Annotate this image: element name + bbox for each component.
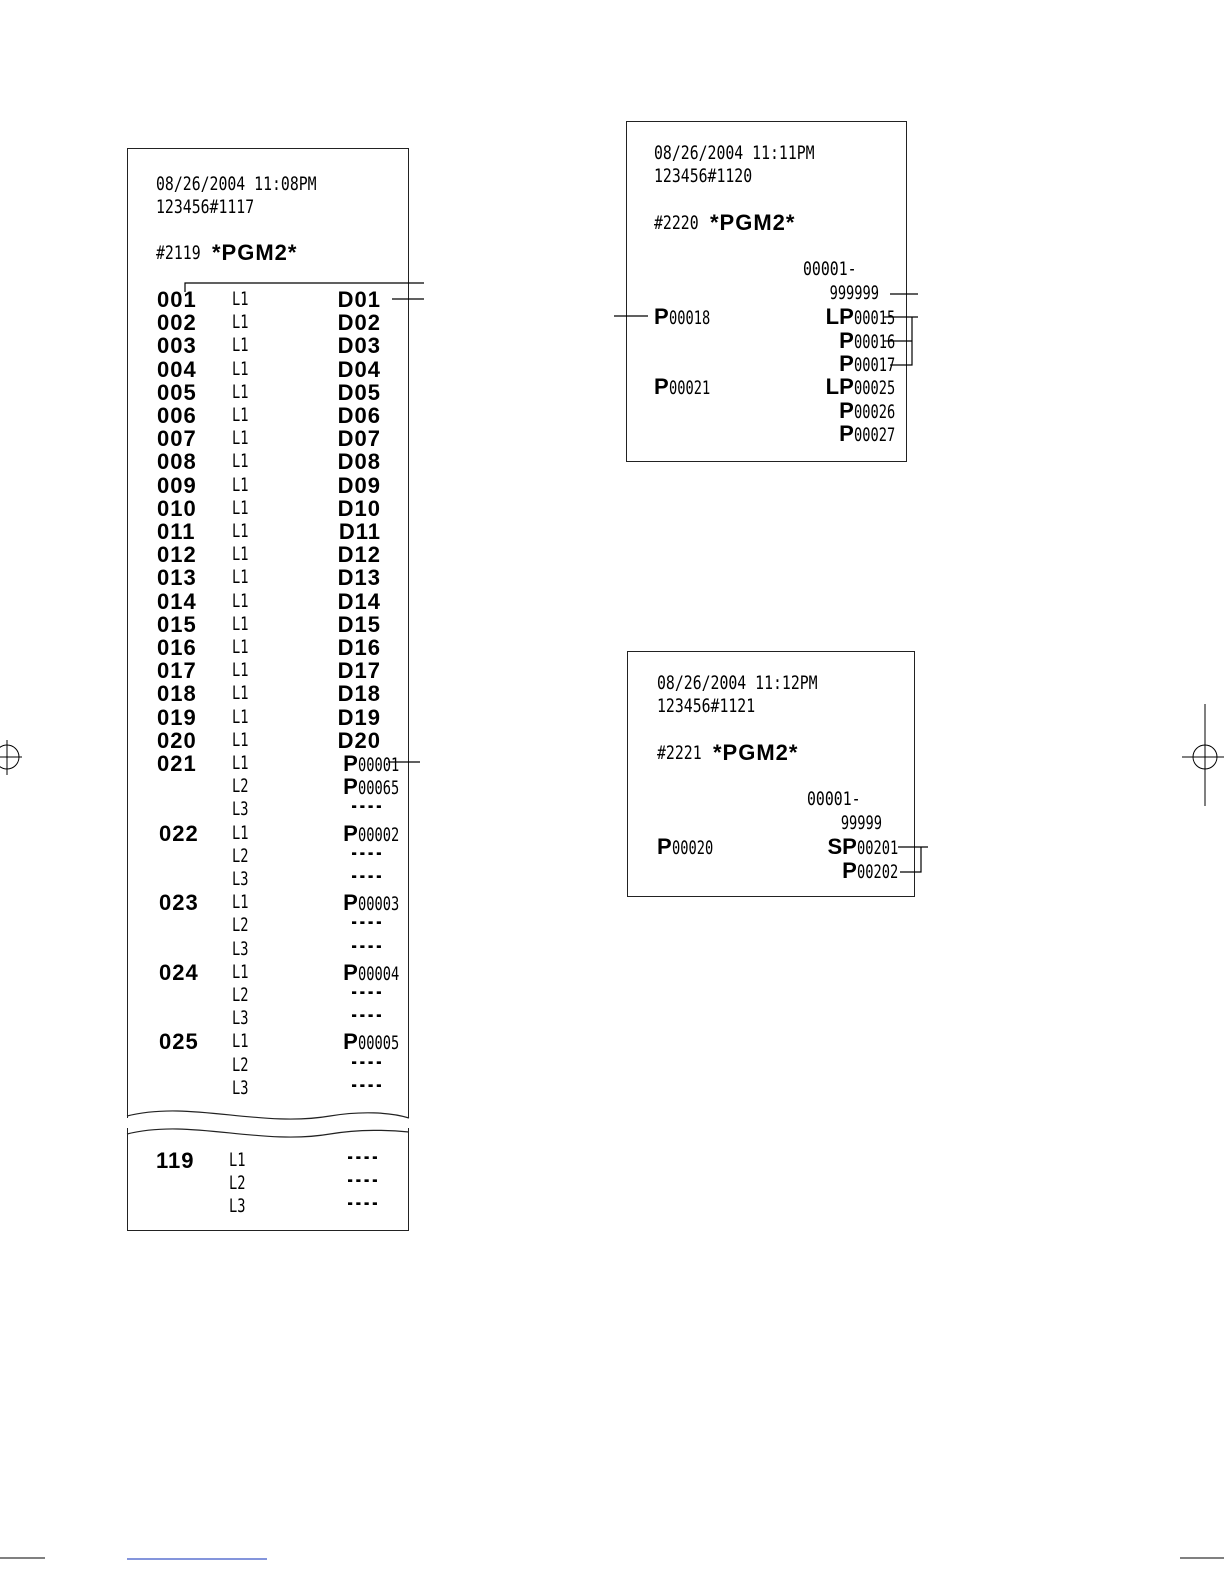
row-level: L1	[232, 705, 249, 728]
callout-line-code	[185, 283, 424, 292]
row-level: L2	[232, 914, 249, 937]
right-plu-prefix: P	[839, 327, 854, 353]
row-dept: D11	[338, 519, 381, 544]
tail-code: 119	[156, 1148, 195, 1173]
right-plu-value: 00201	[856, 837, 898, 859]
row-dept: D01	[337, 287, 381, 312]
row-plu-prefix: P	[343, 890, 358, 916]
row-dept: D09	[337, 472, 381, 498]
right-plu-value: 00015	[853, 307, 895, 329]
tail-dash: ----	[346, 1146, 379, 1168]
row-dept: D13	[337, 565, 381, 591]
row-dash: ----	[350, 934, 383, 957]
row-code: 017	[157, 658, 197, 684]
report-number: #2221	[657, 742, 702, 764]
row-level: L1	[232, 496, 249, 519]
row-plu-prefix: P	[343, 820, 358, 846]
row-level: L2	[232, 984, 249, 1006]
row-dash: ----	[350, 911, 383, 934]
row-plu-value: 00065	[357, 777, 399, 800]
row-code: 002	[157, 310, 197, 336]
row-dept: D18	[337, 681, 381, 707]
row-level: L3	[232, 937, 249, 960]
row-code: 024	[159, 959, 199, 985]
tail-dash: ----	[346, 1192, 379, 1214]
right-plu-value: 00202	[856, 860, 898, 883]
right-plu-prefix: P	[839, 351, 854, 376]
row-level: L3	[232, 1076, 249, 1099]
row-level: L1	[232, 357, 249, 380]
row-code: 019	[157, 704, 197, 730]
row-code: 004	[157, 356, 197, 382]
row-code: 015	[157, 611, 197, 637]
right-plu-prefix: P	[839, 421, 854, 446]
row-level: L3	[232, 798, 249, 821]
row-dash: ----	[350, 1050, 383, 1073]
tail-level: L3	[229, 1195, 246, 1217]
report-number: #2220	[654, 212, 699, 234]
right-plu-value: 00026	[853, 400, 895, 423]
right-plu-value: 00025	[853, 377, 895, 399]
row-plu-prefix: P	[343, 774, 358, 800]
receipt-machine-no: 123456#1117	[156, 196, 255, 218]
right-plu-prefix: LP	[825, 304, 854, 329]
tail-dash: ----	[346, 1169, 379, 1191]
row-dept: D14	[337, 588, 381, 614]
row-level: L1	[232, 427, 249, 450]
left-plu-value: 00020	[671, 837, 713, 859]
row-dept: D05	[337, 379, 381, 405]
row-plu-prefix: P	[343, 751, 358, 776]
row-code: 016	[157, 635, 197, 660]
row-level: L1	[232, 821, 249, 844]
row-dept: D15	[337, 611, 381, 637]
right-plu-value: 00027	[853, 424, 895, 446]
row-level: L1	[232, 612, 249, 635]
row-plu-value: 00005	[357, 1032, 399, 1055]
left-plu-prefix: P	[654, 304, 669, 329]
row-level: L1	[232, 473, 249, 496]
row-code: 013	[157, 565, 197, 591]
right-plu-value: 00017	[853, 354, 895, 376]
row-code: 020	[157, 727, 197, 753]
row-level: L2	[232, 844, 249, 867]
row-level: L1	[232, 728, 249, 751]
row-level: L1	[232, 636, 249, 658]
row-plu-value: 00003	[357, 893, 399, 916]
row-level: L2	[232, 775, 249, 798]
row-level: L1	[232, 589, 249, 612]
right-plu-prefix: P	[842, 857, 857, 883]
row-dept: D12	[337, 542, 381, 568]
row-dept: D08	[337, 449, 381, 475]
row-code: 008	[157, 449, 197, 475]
row-dash: ----	[350, 795, 383, 818]
range-start: 00001-	[807, 788, 861, 810]
row-level: L3	[232, 1007, 249, 1030]
right-plu-value: 00016	[853, 330, 895, 353]
report-title: *PGM2*	[713, 740, 799, 765]
range-start: 00001-	[803, 258, 857, 280]
receipt-datetime: 08/26/2004 11:08PM	[156, 173, 317, 195]
tail-level: L1	[229, 1149, 246, 1171]
row-level: L1	[232, 566, 249, 589]
receipt-datetime: 08/26/2004 11:12PM	[657, 672, 818, 694]
tail-level: L2	[229, 1172, 246, 1194]
row-code: 001	[157, 287, 197, 312]
row-level: L1	[232, 543, 249, 566]
report-number: #2119	[156, 242, 201, 264]
receipt-machine-no: 123456#1120	[654, 165, 753, 187]
row-plu-value: 00002	[357, 823, 399, 846]
row-dash: ----	[350, 865, 383, 887]
row-level: L1	[232, 659, 249, 682]
row-dash: ----	[350, 1073, 383, 1096]
row-level: L1	[232, 404, 249, 426]
row-code: 009	[157, 472, 197, 498]
row-code: 006	[157, 403, 197, 428]
row-level: L1	[232, 450, 249, 473]
row-code: 018	[157, 681, 197, 707]
left-plu-value: 00018	[668, 307, 710, 329]
row-level: L1	[232, 752, 249, 774]
row-level: L1	[232, 334, 249, 357]
callout-bracket-sp	[898, 847, 928, 872]
row-level: L1	[232, 380, 249, 403]
row-dept: D07	[337, 426, 381, 452]
registration-marks	[0, 704, 1224, 1558]
row-plu-value: 00004	[357, 962, 399, 985]
row-code: 021	[157, 751, 197, 776]
row-code: 023	[159, 890, 199, 916]
row-level: L1	[232, 311, 249, 334]
left-plu-prefix: P	[657, 834, 672, 859]
row-dept: D17	[337, 658, 381, 684]
row-plu-prefix: P	[343, 959, 358, 985]
report-title: *PGM2*	[710, 210, 796, 235]
row-code: 011	[157, 519, 196, 544]
row-code: 014	[157, 588, 197, 614]
row-dept: D02	[337, 310, 381, 336]
row-code: 025	[159, 1029, 199, 1055]
row-level: L3	[232, 868, 249, 890]
row-code: 010	[157, 495, 197, 521]
right-plu-prefix: P	[839, 397, 854, 423]
row-code: 012	[157, 542, 197, 568]
row-dept: D04	[337, 356, 381, 382]
range-end: 99999	[840, 812, 882, 834]
row-dept: D19	[337, 704, 381, 730]
row-dash: ----	[350, 841, 383, 864]
row-code: 003	[157, 333, 197, 359]
report-title: *PGM2*	[212, 240, 298, 265]
row-dept: D20	[337, 727, 381, 753]
row-code: 022	[159, 820, 199, 846]
row-dash: ----	[350, 981, 383, 1003]
left-plu-value: 00021	[668, 377, 710, 399]
receipt-datetime: 08/26/2004 11:11PM	[654, 142, 815, 164]
right-plu-prefix: SP	[827, 834, 857, 859]
row-level: L1	[232, 960, 249, 983]
row-plu-value: 00001	[357, 754, 399, 776]
row-dept: D03	[337, 333, 381, 359]
row-level: L1	[232, 520, 249, 542]
range-end: 999999	[829, 282, 879, 304]
row-level: L1	[232, 682, 249, 705]
right-plu-prefix: LP	[825, 374, 854, 399]
row-dash: ----	[350, 1004, 383, 1027]
row-dept: D10	[337, 495, 381, 521]
row-code: 007	[157, 426, 197, 452]
row-dept: D06	[337, 403, 381, 428]
row-level: L1	[232, 288, 249, 310]
row-level: L1	[232, 1030, 249, 1053]
row-code: 005	[157, 379, 197, 405]
row-level: L1	[232, 891, 249, 914]
left-plu-prefix: P	[654, 374, 669, 399]
row-plu-prefix: P	[343, 1029, 358, 1055]
receipt-machine-no: 123456#1121	[657, 695, 756, 717]
row-dept: D16	[337, 635, 381, 660]
row-level: L2	[232, 1053, 249, 1076]
